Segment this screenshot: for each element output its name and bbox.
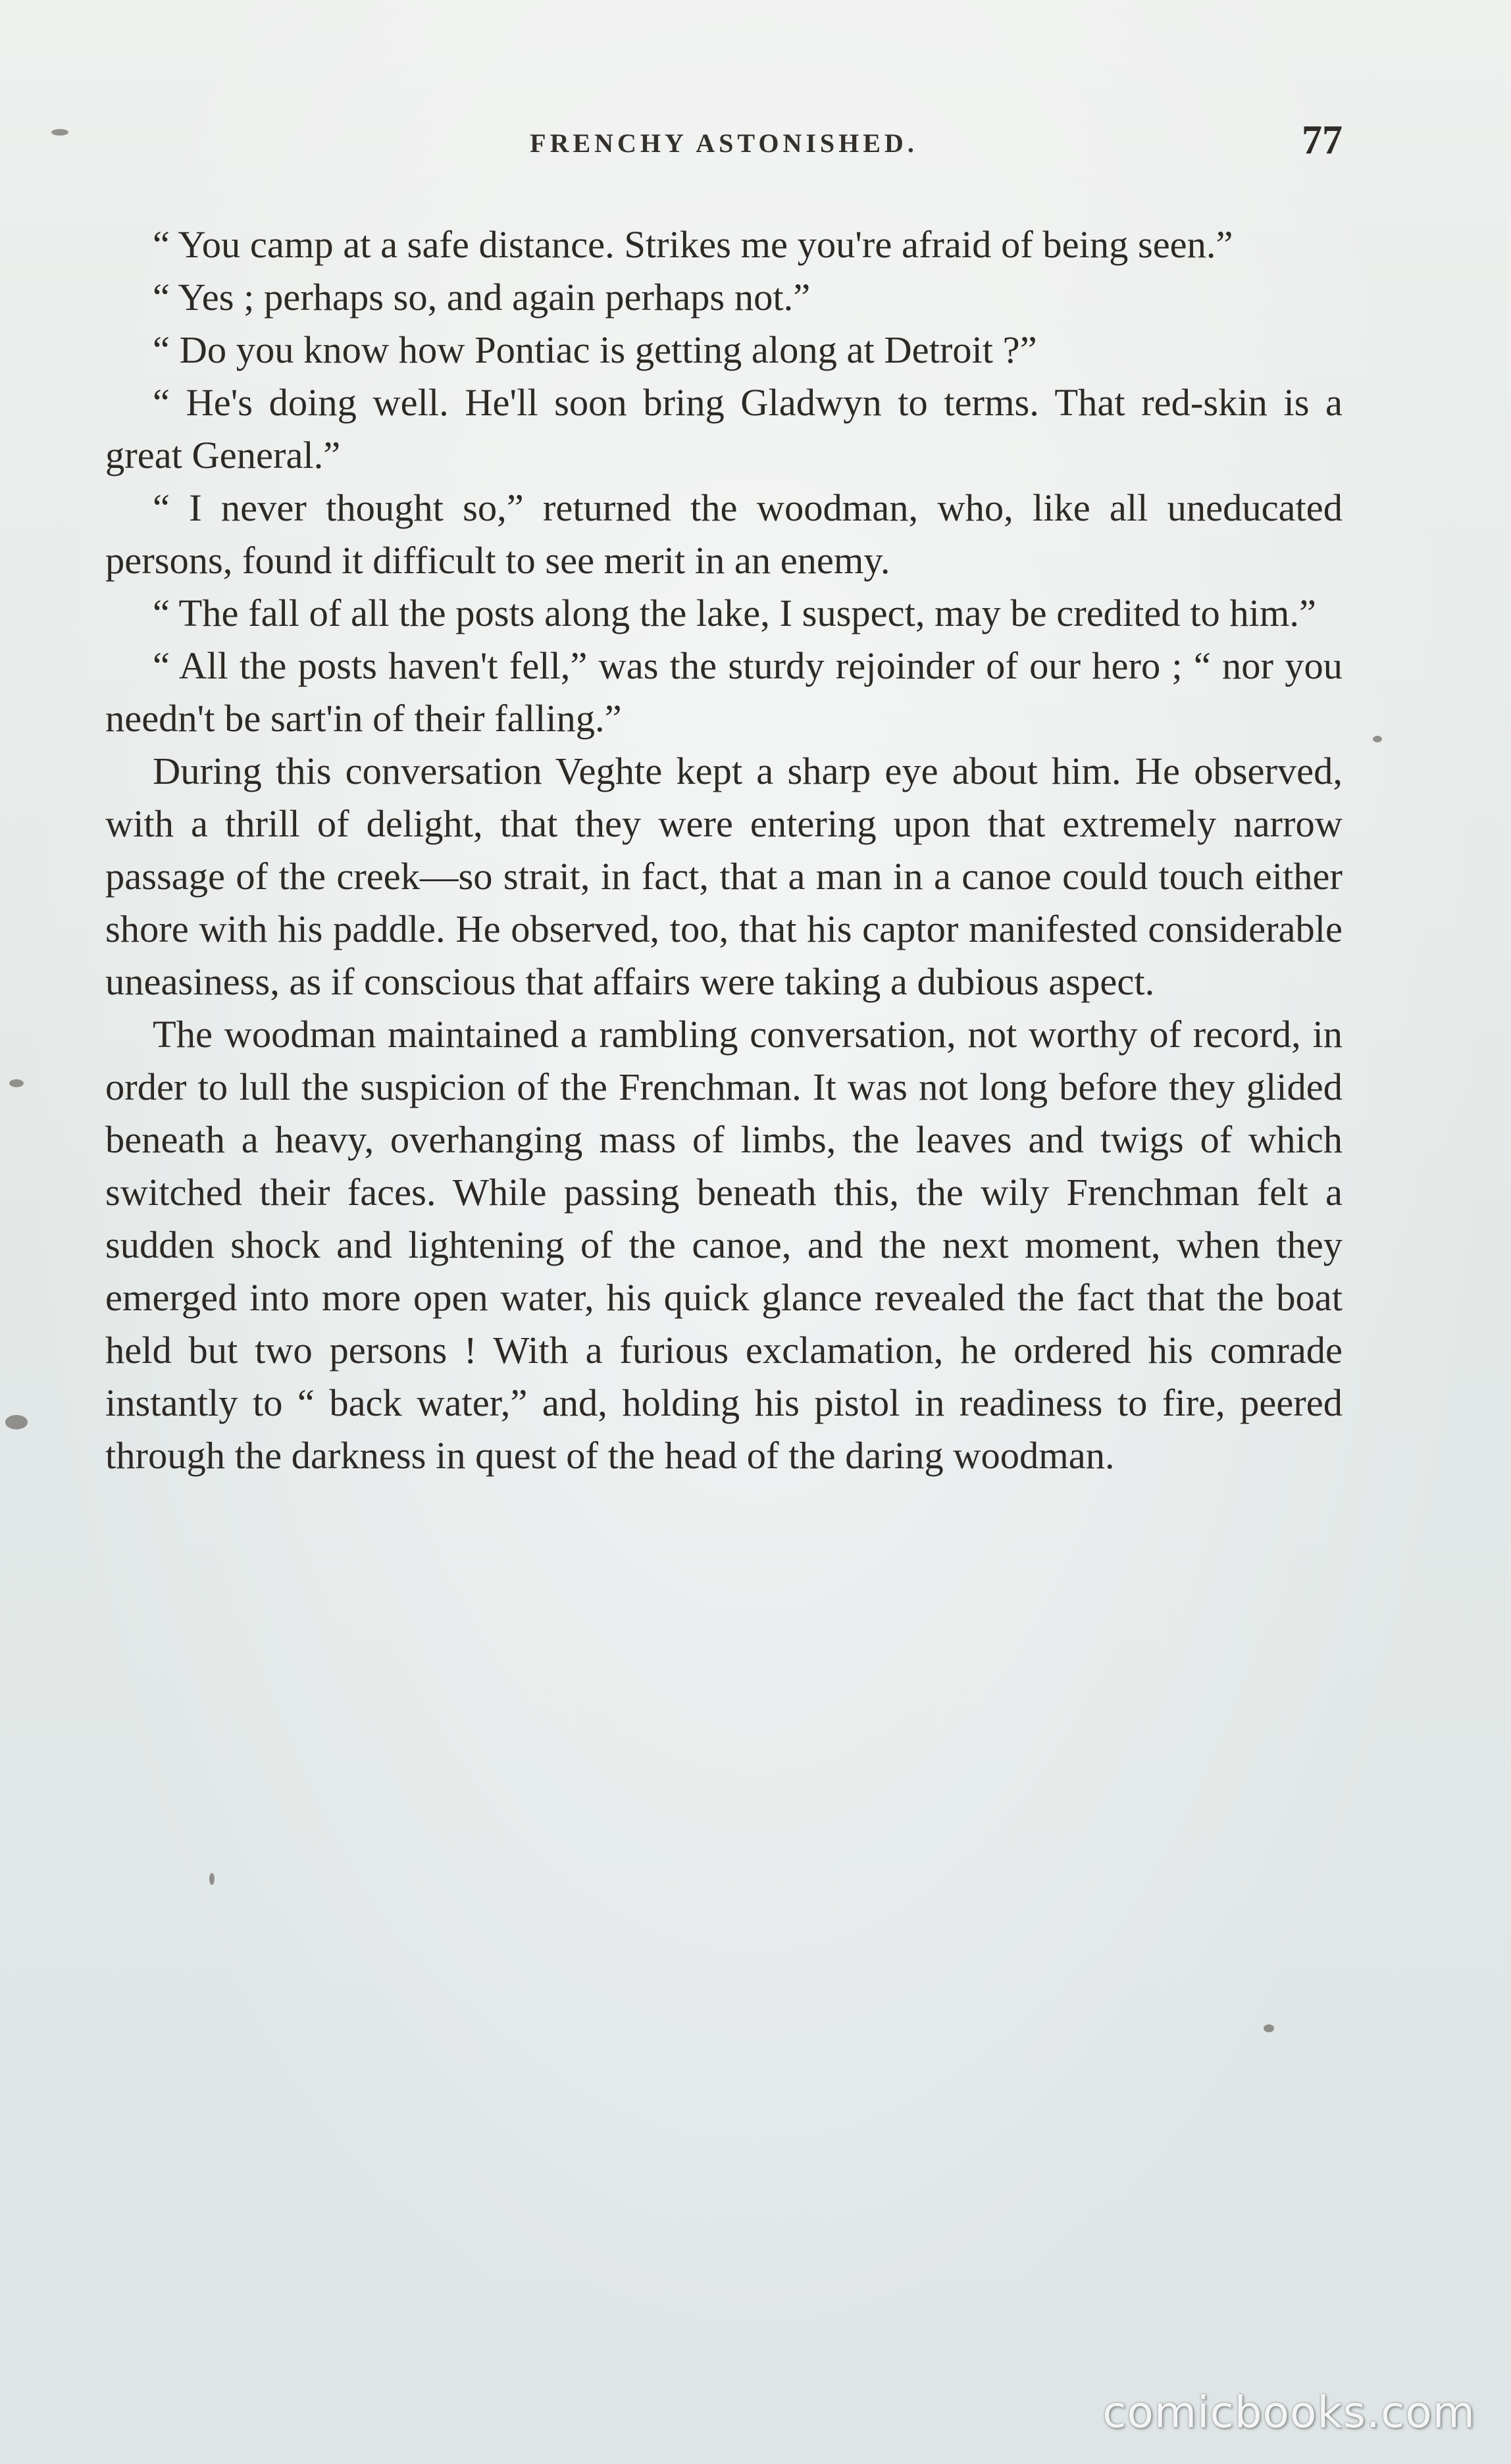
page-header: [105, 111, 1343, 170]
paragraph: “ The fall of all the posts along the lake, I suspect, may be credited to him.”: [153, 592, 1316, 634]
bleed-through-shadow: [99, 1830, 1349, 1882]
site-watermark: comicbooks.com: [1102, 2387, 1475, 2438]
paragraph: “ You camp at a safe distance. Strikes me you're afraid of being seen.”: [153, 223, 1233, 266]
ink-speck: [209, 1873, 215, 1885]
running-head: FRENCHY ASTONISHED.: [530, 128, 918, 158]
ink-speck: [51, 129, 68, 136]
paragraph: During this conversation Veghte kept a sharp eye about him. He observed, with a thrill of delight, that they were entering upon that extremely narrow passage of the creek—so strait, in fact, that a man in a canoe could touch either shore with his paddle. He observed, too, that his captor manifested considerable uneasiness, as if conscious that affairs were taking a dubious aspect.: [105, 750, 1343, 1003]
paragraph: The woodman maintained a rambling conversation, not worthy of record, in order to lull the suspicion of the Frenchman. It was not long before they glided beneath a heavy, overhanging mass of limbs, the leaves and twigs of which switched their faces. While passing beneath this, the wily Frenchman felt a sudden shock and lightening of the canoe, and the next moment, when they emerged into more open water, his quick glance revealed the fact that the boat held but two persons ! With a furious exclamation, he ordered his comrade instantly to “ back water,” and, holding his pistol in readiness to fire, peered through the darkness in quest of the head of the daring woodman.: [105, 1013, 1343, 1477]
page-number: 77: [1302, 118, 1343, 163]
ink-speck: [1373, 736, 1382, 742]
paragraph: “ Yes ; perhaps so, and again perhaps not.”: [153, 276, 811, 319]
paragraph: “ He's doing well. He'll soon bring Gladwyn to terms. That red-skin is a great General.”: [105, 381, 1343, 476]
ink-speck: [1264, 2024, 1274, 2032]
paragraph: “ I never thought so,” returned the woodman, who, like all uneducated persons, found it difficult to see merit in an enemy.: [105, 486, 1343, 582]
ink-speck: [9, 1079, 24, 1087]
paragraph: “ Do you know how Pontiac is getting along at Detroit ?”: [153, 328, 1037, 371]
ink-speck: [5, 1415, 28, 1429]
body-text: [105, 218, 1343, 1482]
paragraph: “ All the posts haven't fell,” was the sturdy rejoinder of our hero ; “ nor you needn't be sart'in of their falling.”: [105, 644, 1343, 740]
